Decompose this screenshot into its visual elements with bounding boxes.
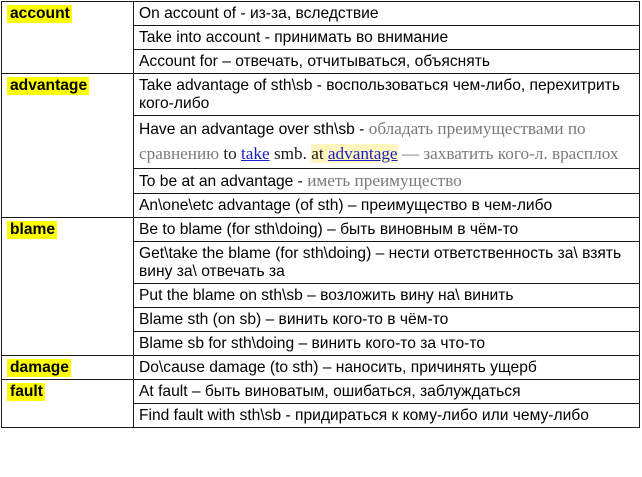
phrase-text: smb.	[269, 144, 312, 163]
table-row	[2, 380, 640, 404]
phrase-cell: On account of - из-за, вследствие	[134, 2, 640, 26]
phrase-cell	[134, 169, 640, 194]
headword-cell	[2, 74, 134, 218]
headword-advantage: advantage	[7, 77, 89, 95]
table-row	[2, 218, 640, 242]
phrase-cell: Blame sb for sth\doing – винить кого-то за что-то	[134, 332, 640, 356]
phrase-cell	[134, 116, 640, 169]
headword-blame: blame	[7, 221, 57, 239]
phrase-cell: Take advantage of sth\sb - воспользоваться чем-либо, перехитрить кого-либо	[134, 74, 640, 116]
phrase-cell: Blame sth (on sb) – винить кого-то в чём-то	[134, 308, 640, 332]
table-row	[2, 74, 640, 116]
phrase-translation: иметь преимущество	[307, 171, 462, 190]
phrase-cell: Account for – отвечать, отчитываться, объяснять	[134, 50, 640, 74]
phrase-translation: — захватить кого-л. врасплох	[397, 144, 619, 163]
phrase-cell: Get\take the blame (for sth\doing) – нести ответственность за\ взять вину за\ отвечать за	[134, 242, 640, 284]
dictionary-link-advantage[interactable]: advantage	[327, 144, 398, 163]
headword-damage: damage	[7, 359, 71, 377]
phrase-cell: Be to blame (for sth\doing) – быть виновным в чём-то	[134, 218, 640, 242]
phrase-cell: At fault – быть виноватым, ошибаться, заблуждаться	[134, 380, 640, 404]
headword-cell	[2, 218, 134, 356]
headword-account: account	[7, 5, 72, 23]
headword-fault: fault	[7, 383, 45, 401]
phrase-cell: Put the blame on sth\sb – возложить вину на\ винить	[134, 284, 640, 308]
phrase-cell: Find fault with sth\sb - придираться к кому-либо или чему-либо	[134, 404, 640, 428]
dictionary-link-take[interactable]: take	[241, 144, 270, 163]
phrase-translation: обладать преимуществами по сравнению	[139, 119, 586, 163]
phrase-cell: An\one\etc advantage (of sth) – преимущество в чем-либо	[134, 194, 640, 218]
headword-cell	[2, 2, 134, 74]
vocabulary-table	[1, 1, 640, 428]
phrase-cell: Take into account - принимать во внимание	[134, 26, 640, 50]
headword-cell	[2, 356, 134, 380]
highlighted-word-at: at	[311, 144, 324, 163]
phrase-english: Have an advantage over sth\sb -	[139, 121, 369, 138]
headword-cell	[2, 380, 134, 428]
table-row	[2, 356, 640, 380]
phrase-english: To be at an advantage -	[139, 173, 308, 190]
phrase-cell: Do\cause damage (to sth) – наносить, причинять ущерб	[134, 356, 640, 380]
phrase-text: to	[219, 144, 241, 163]
table-row	[2, 2, 640, 26]
